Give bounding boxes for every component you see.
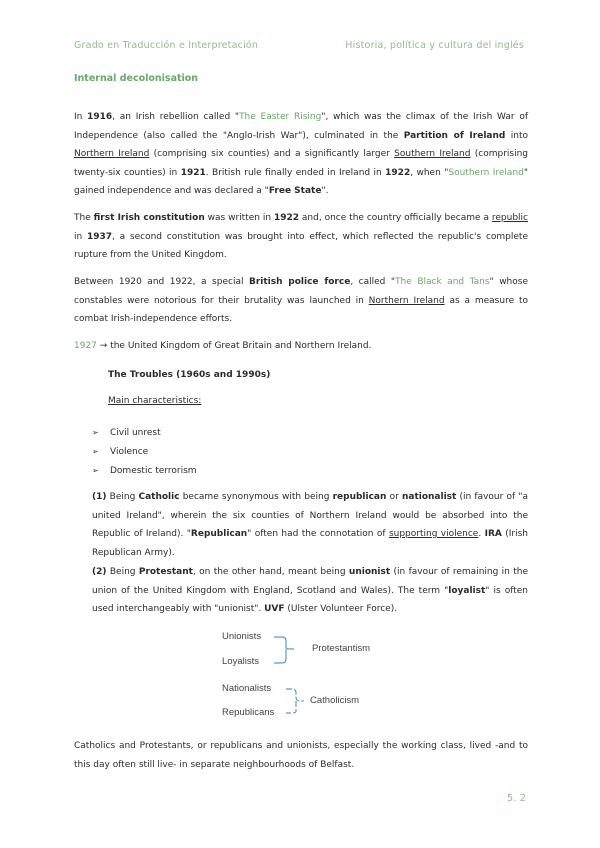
- numbered-item-protestant: (2) Being Protestant, on the other hand, meant being unionist (in favour of remaining in the union of the United Kingdom with England, Scotland and Wales). The term "loyalist" is often used interchangeably with "unionist". UVF (Ulster Volunteer Force).: [92, 567, 529, 614]
- arrowhead-bullet-icon: ➢: [92, 428, 99, 437]
- affiliation-diagram: [222, 627, 392, 722]
- label-loyalists: Loyalists: [222, 656, 259, 667]
- label-unionists: Unionists: [222, 631, 262, 642]
- troubles-heading: The Troubles (1960s and 1990s): [108, 370, 271, 380]
- right-arrow-icon: →: [99, 341, 108, 351]
- list-item: ➢ Civil unrest: [92, 427, 161, 438]
- label-nationalists: Nationalists: [222, 683, 272, 694]
- main-characteristics-label: Main characteristics:: [108, 396, 202, 406]
- label-protestantism: Protestantism: [312, 643, 371, 654]
- header-course: Grado en Traducción e Interpretación: [74, 40, 259, 51]
- catholic-bracket: [286, 689, 304, 713]
- list-item: ➢ Domestic terrorism: [92, 465, 197, 476]
- page-number: 5. 2: [506, 793, 526, 804]
- list-item: ➢ Violence: [92, 446, 149, 457]
- paragraph-rebellion: In 1916, an Irish rebellion called "The Easter Rising", which was the climax of the Irish War of Independence (also called the "Anglo-Irish War"), culminated in the Partition of Ireland into Northern Ireland (comprising six counties) and a significantly larger Southern Ireland (comprising twenty-six counties) in 1921. British rule finally ended in Ireland in 1922, when "Southern Ireland" gained independence and was declared a "Free State".: [74, 112, 529, 196]
- label-catholicism: Catholicism: [310, 695, 360, 706]
- paragraph-constitution: The first Irish constitution was written in 1922 and, once the country officially became a republic in 1937, a second constitution was brought into effect, which reflected the republic's complete rupture from the United Kingdom.: [74, 213, 528, 260]
- arrowhead-bullet-icon: ➢: [92, 447, 99, 456]
- year-1927: 1927: [74, 341, 97, 351]
- arrowhead-bullet-icon: ➢: [92, 466, 99, 475]
- numbered-item-catholic: (1) Being Catholic became synonymous with being republican or nationalist (in favour of "a united Ireland", wherein the six counties of Northern Ireland would be absorbed into the Republic of Ireland). "Republican" often had the connotation of supporting violence. IRA (Irish Republican Army).: [92, 492, 528, 558]
- closing-paragraph: Catholics and Protestants, or republicans and unionists, especially the working class, lived -and to this day often still live- in separate neighbourhoods of Belfast.: [74, 741, 528, 770]
- paragraph-police-force: Between 1920 and 1922, a special British police force, called "The Black and Tans" whose constables were notorious for their brutality was launched in Northern Ireland as a measure to combat Irish-independence efforts.: [74, 277, 528, 324]
- label-republicans: Republicans: [222, 707, 275, 718]
- uk-name-line: 1927 → the United Kingdom of Great Britain and Northern Ireland.: [74, 341, 372, 351]
- header-subject: Historia, política y cultura del inglés: [345, 40, 524, 51]
- section-title: Internal decolonisation: [74, 73, 199, 84]
- protestant-bracket: [274, 637, 294, 663]
- characteristics-list: [92, 423, 197, 480]
- diagram-brackets: [222, 627, 392, 722]
